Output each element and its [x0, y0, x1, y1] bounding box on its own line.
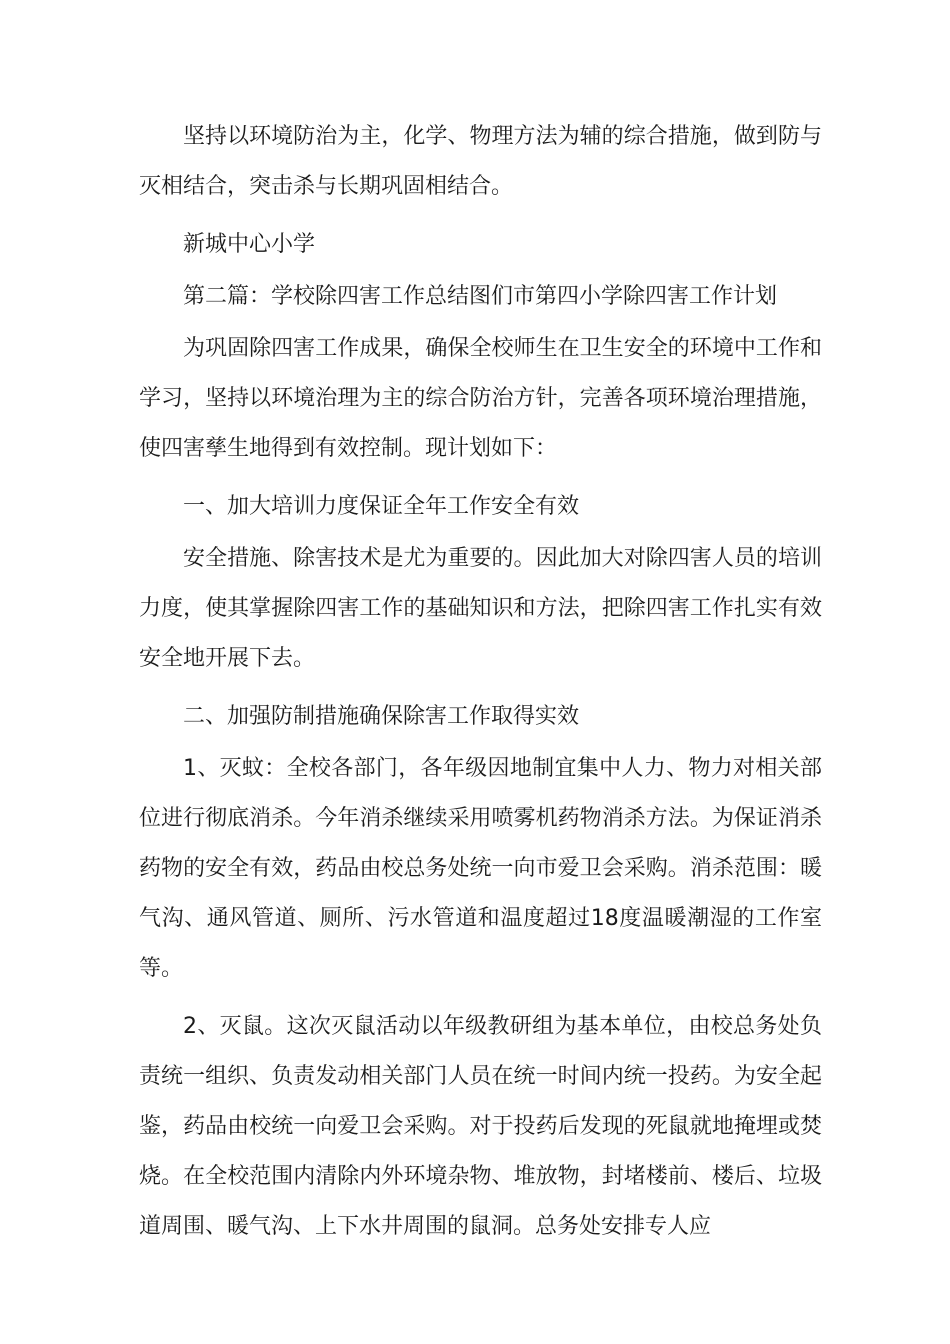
paragraph-mosquito: 1、灭蚊：全校各部门，各年级因地制宜集中人力、物力对相关部位进行彻底消杀。今年消杀继续采用喷雾机药物消杀方法。为保证消杀药物的安全有效，药品由校总务处统一向市爱卫会采购。消杀范围：暖气沟、通风管道、厕所、污水管道和温度超过18度温暖潮湿的工作室等。: [139, 756, 822, 981]
paragraph-training: 安全措施、除害技术是尤为重要的。因此加大对除四害人员的培训力度，使其掌握除四害工作的基础知识和方法，把除四害工作扎实有效安全地开展下去。: [139, 546, 822, 671]
paragraph-section-title: 第二篇：学校除四害工作总结图们市第四小学除四害工作计划: [183, 284, 778, 309]
paragraph-school-name: 新城中心小学: [183, 232, 316, 257]
paragraph-rodent: 2、灭鼠。这次灭鼠活动以年级教研组为基本单位，由校总务处负责统一组织、负责发动相关部门人员在统一时间内统一投药。为安全起鉴，药品由校统一向爱卫会采购。对于投药后发现的死鼠就地掩埋或焚烧。在全校范围内清除内外环境杂物、堆放物，封堵楼前、楼后、垃圾道周围、暖气沟、上下水井周围的鼠洞。总务处安排专人应: [139, 1014, 822, 1239]
paragraph-intro: 为巩固除四害工作成果，确保全校师生在卫生安全的环境中工作和学习，坚持以环境治理为主的综合防治方针，完善各项环境治理措施，使四害孳生地得到有效控制。现计划如下：: [139, 336, 822, 461]
heading-prevention: 二、加强防制措施确保除害工作取得实效: [183, 704, 580, 729]
paragraph-measures: 坚持以环境防治为主，化学、物理方法为辅的综合措施，做到防与灭相结合，突击杀与长期巩固相结合。: [139, 124, 822, 199]
document-body: [139, 112, 822, 1260]
heading-training: 一、加大培训力度保证全年工作安全有效: [183, 494, 580, 519]
